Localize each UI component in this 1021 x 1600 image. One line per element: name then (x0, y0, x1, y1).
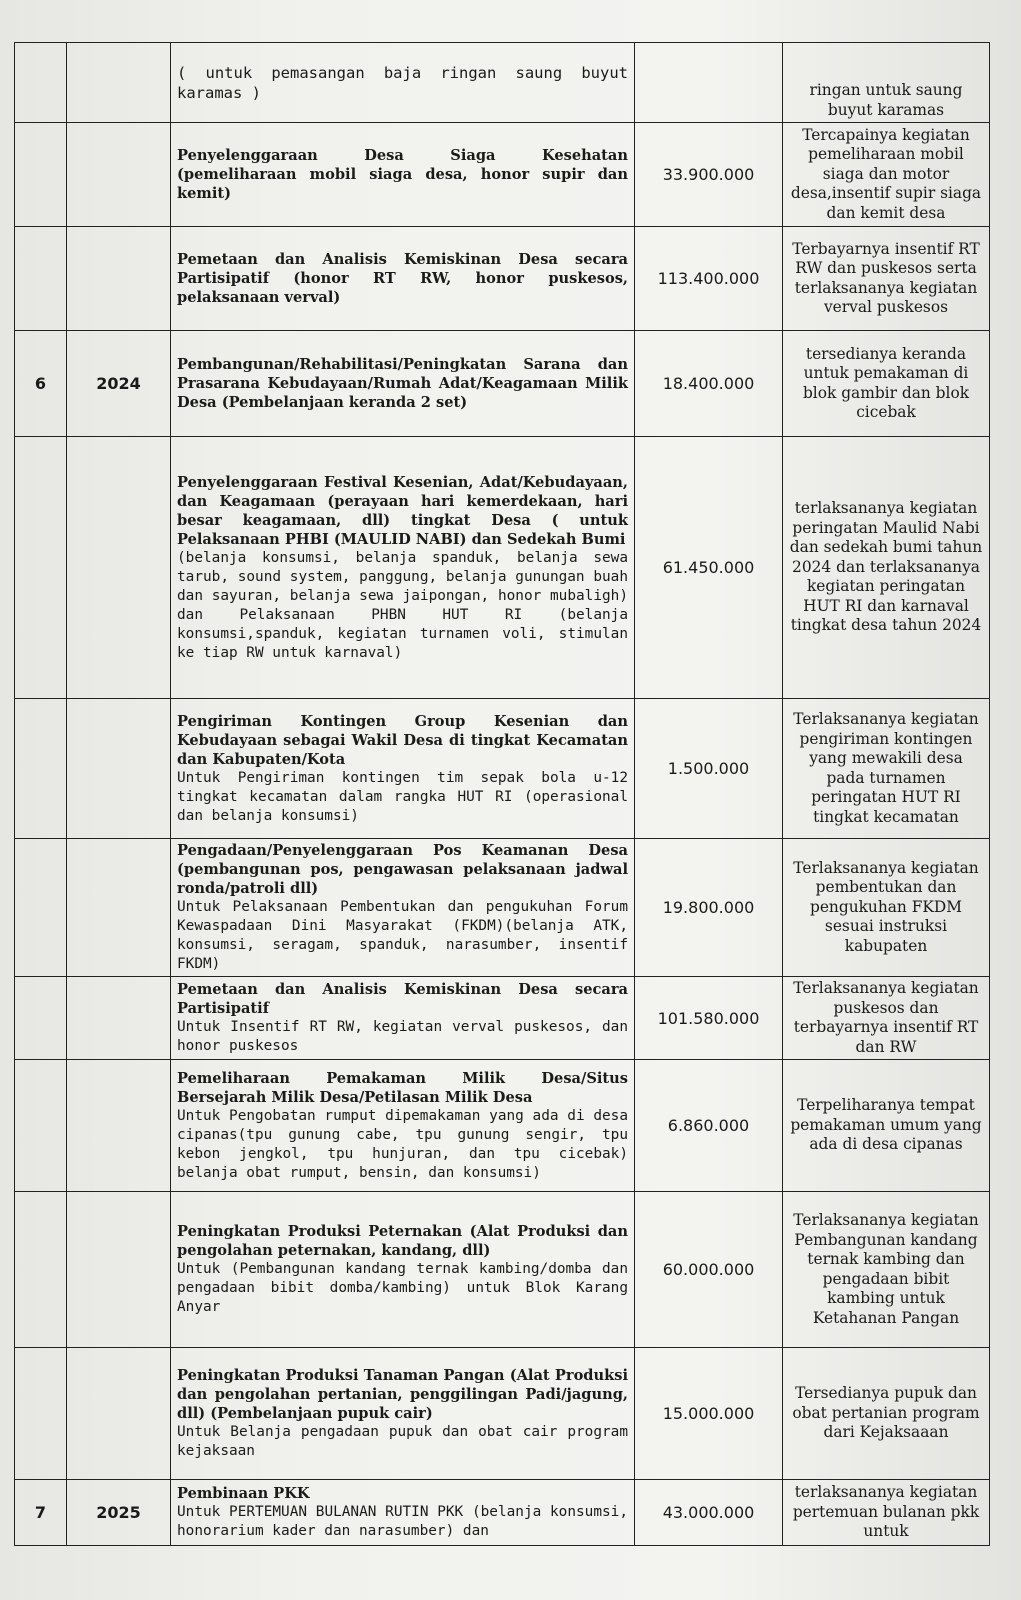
activity-description (171, 1192, 635, 1348)
table-row (15, 437, 990, 699)
activity-title: Peningkatan Produksi Peternakan (Alat Produksi dan pengolahan peternakan, kandang, dll) (177, 1223, 628, 1259)
row-number (15, 1060, 67, 1192)
activity-title: Peningkatan Produksi Tanaman Pangan (Alat Produksi dan pengolahan pertanian, penggilingan Padi/jagung, dll) (Pembelanjaan pupuk cair) (177, 1367, 628, 1422)
table-row (15, 43, 990, 123)
budget-amount: 19.800.000 (635, 839, 783, 977)
activity-title: Pengadaan/Penyelenggaraan Pos Keamanan Desa (pembangunan pos, pengawasan pelaksanaan jadwal ronda/patroli dll) (177, 842, 628, 897)
budget-amount: 60.000.000 (635, 1192, 783, 1348)
activity-title: Pembangunan/Rehabilitasi/Peningkatan Sarana dan Prasarana Kebudayaan/Rumah Adat/Keagamaan Milik Desa (Pembelanjaan keranda 2 set) (177, 356, 628, 411)
activity-description (171, 123, 635, 227)
row-number: 7 (15, 1480, 67, 1546)
activity-title: Penyelenggaraan Festival Kesenian, Adat/Kebudayaan, dan Keagamaan (perayaan hari kemerdekaan, hari besar keagamaan, dll) tingkat Desa ( untuk Pelaksanaan PHBI (MAULID NABI) dan Sedekah Bumi (177, 473, 628, 548)
activity-output: ringan untuk saung buyut karamas (783, 43, 990, 123)
row-number (15, 43, 67, 123)
row-number (15, 227, 67, 331)
table-row (15, 1480, 990, 1546)
activity-detail: Untuk Insentif RT RW, kegiatan verval puskesos, dan honor puskesos (177, 1019, 628, 1054)
activity-output: Terlaksananya kegiatan Pembangunan kandang ternak kambing dan pengadaan bibit kambing untuk Ketahanan Pangan (783, 1192, 990, 1348)
row-year (67, 43, 171, 123)
row-number (15, 977, 67, 1060)
budget-amount (635, 43, 783, 123)
activity-title: ( untuk pemasangan baja ringan saung buyut karamas ) (177, 63, 628, 102)
row-number (15, 1348, 67, 1480)
row-year (67, 437, 171, 699)
activity-description (171, 699, 635, 839)
activity-detail: Untuk Belanja pengadaan pupuk dan obat cair program kejaksaan (177, 1424, 628, 1459)
activity-output: terlaksananya kegiatan peringatan Maulid Nabi dan sedekah bumi tahun 2024 dan terlaksananya kegiatan peringatan HUT RI dan karnaval tingkat desa tahun 2024 (783, 437, 990, 699)
activity-detail: Untuk Pengiriman kontingen tim sepak bola u-12 tingkat kecamatan dalam rangka HUT RI (operasional dan belanja konsumsi) (177, 769, 628, 824)
activity-output: tersedianya keranda untuk pemakaman di blok gambir dan blok cicebak (783, 331, 990, 437)
row-year (67, 227, 171, 331)
row-year (67, 123, 171, 227)
activity-description (171, 43, 635, 123)
activity-output: Tersedianya pupuk dan obat pertanian program dari Kejaksaaan (783, 1348, 990, 1480)
activity-title: Penyelenggaraan Desa Siaga Kesehatan (pemeliharaan mobil siaga desa, honor supir dan kemit) (177, 147, 628, 202)
activity-output: Terlaksananya kegiatan pengiriman kontingen yang mewakili desa pada turnamen peringatan HUT RI tingkat kecamatan (783, 699, 990, 839)
activity-detail: Untuk Pelaksanaan Pembentukan dan pengukuhan Forum Kewaspadaan Dini Masyarakat (FKDM)(belanja ATK, konsumsi, seragam, spanduk, narasumber, insentif FKDM) (177, 899, 628, 972)
row-year (67, 1192, 171, 1348)
row-number: 6 (15, 331, 67, 437)
budget-amount: 1.500.000 (635, 699, 783, 839)
activity-detail: Untuk PERTEMUAN BULANAN RUTIN PKK (belanja konsumsi, honorarium kader dan narasumber) dan (177, 1504, 628, 1539)
activity-output: Terlaksananya kegiatan puskesos dan terbayarnya insentif RT dan RW (783, 977, 990, 1060)
activity-title: Pembinaan PKK (177, 1485, 310, 1502)
activity-output: Terbayarnya insentif RT RW dan puskesos serta terlaksananya kegiatan verval puskesos (783, 227, 990, 331)
activity-description (171, 1060, 635, 1192)
activity-table (14, 42, 990, 1546)
budget-amount: 113.400.000 (635, 227, 783, 331)
activity-description (171, 977, 635, 1060)
activity-title: Pemetaan dan Analisis Kemiskinan Desa secara Partisipatif (177, 981, 628, 1017)
table-row (15, 227, 990, 331)
table-row (15, 699, 990, 839)
activity-description (171, 331, 635, 437)
table-row (15, 1060, 990, 1192)
table-row (15, 123, 990, 227)
activity-description (171, 1348, 635, 1480)
budget-amount: 43.000.000 (635, 1480, 783, 1546)
activity-description (171, 437, 635, 699)
activity-output: Terpeliharanya tempat pemakaman umum yang ada di desa cipanas (783, 1060, 990, 1192)
activity-output: Tercapainya kegiatan pemeliharaan mobil siaga dan motor desa,insentif supir siaga dan kemit desa (783, 123, 990, 227)
activity-title: Pengiriman Kontingen Group Kesenian dan Kebudayaan sebagai Wakil Desa di tingkat Kecamatan dan Kabupaten/Kota (177, 712, 628, 768)
activity-detail: Untuk (Pembangunan kandang ternak kambing/domba dan pengadaan bibit domba/kambing) untuk Blok Karang Anyar (177, 1261, 628, 1315)
table-row (15, 331, 990, 437)
row-year (67, 1348, 171, 1480)
table-row (15, 1192, 990, 1348)
budget-amount: 61.450.000 (635, 437, 783, 699)
budget-amount: 15.000.000 (635, 1348, 783, 1480)
activity-title: Pemetaan dan Analisis Kemiskinan Desa secara Partisipatif (honor RT RW, honor puskesos, pelaksanaan verval) (177, 251, 628, 306)
row-number (15, 123, 67, 227)
activity-description (171, 839, 635, 977)
activity-description (171, 227, 635, 331)
budget-amount: 6.860.000 (635, 1060, 783, 1192)
activity-detail: (belanja konsumsi, belanja spanduk, belanja sewa tarub, sound system, panggung, belanja gunungan buah dan sayuran, belanja sewa jaipongan, honor mubaligh) dan Pelaksanaan PHBN HUT RI (belanja konsumsi,spanduk, kegiatan turnamen voli, stimulan ke tiap RW untuk karnaval) (177, 549, 628, 661)
row-year (67, 839, 171, 977)
activity-output: terlaksananya kegiatan pertemuan bulanan pkk untuk (783, 1480, 990, 1546)
table-row (15, 1348, 990, 1480)
activity-description (171, 1480, 635, 1546)
table-row (15, 977, 990, 1060)
row-number (15, 1192, 67, 1348)
row-year (67, 1060, 171, 1192)
row-year: 2025 (67, 1480, 171, 1546)
row-year: 2024 (67, 331, 171, 437)
budget-amount: 18.400.000 (635, 331, 783, 437)
activity-detail: Untuk Pengobatan rumput dipemakaman yang ada di desa cipanas(tpu gunung cabe, tpu gunung sengir, tpu kebon jengkol, tpu hunjuran, dan tpu cicebak) belanja obat rumput, bensin, dan konsumsi) (177, 1107, 628, 1181)
row-year (67, 977, 171, 1060)
row-number (15, 839, 67, 977)
budget-amount: 101.580.000 (635, 977, 783, 1060)
activity-title: Pemeliharaan Pemakaman Milik Desa/Situs Bersejarah Milik Desa/Petilasan Milik Desa (177, 1069, 628, 1106)
row-number (15, 437, 67, 699)
table-row (15, 839, 990, 977)
budget-amount: 33.900.000 (635, 123, 783, 227)
row-number (15, 699, 67, 839)
row-year (67, 699, 171, 839)
activity-output: Terlaksananya kegiatan pembentukan dan pengukuhan FKDM sesuai instruksi kabupaten (783, 839, 990, 977)
